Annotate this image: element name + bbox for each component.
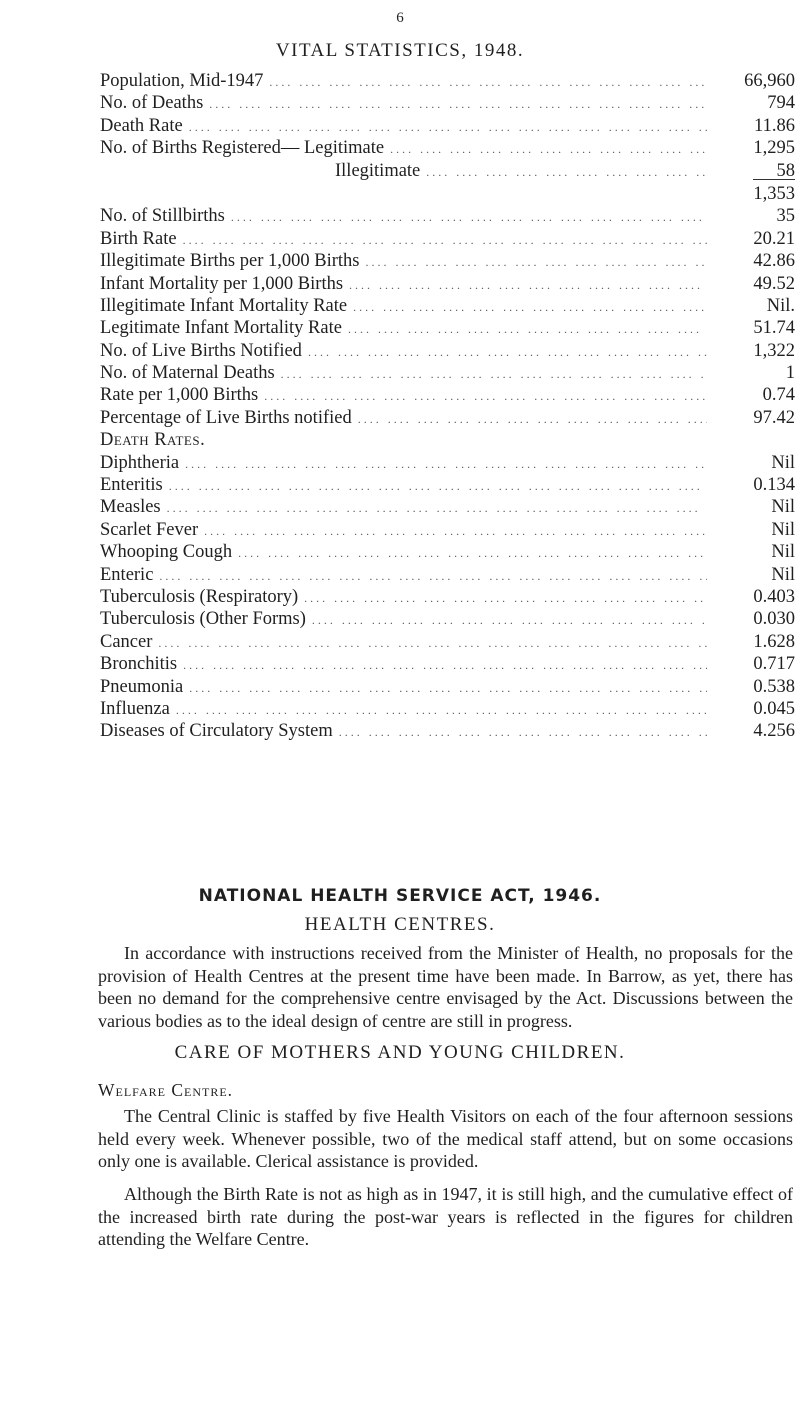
- welfare-paragraph-2: Although the Birth Rate is not as high as in 1947, it is still high, and the cumulative effect of the increased birth rate during the post-war years is reflected in the figures for children attending the Welfare Centre.: [98, 1184, 793, 1249]
- stat-label: Diphtheria: [100, 452, 180, 473]
- stat-value: Nil: [771, 542, 795, 563]
- stat-value: 11.86: [754, 115, 795, 136]
- death-rate-row-measles: [100, 496, 795, 518]
- stat-value: Nil: [771, 519, 795, 540]
- leader-dots: [264, 385, 707, 407]
- leader-dots: [426, 161, 707, 183]
- stat-row-legitimate-infant-mortality: [100, 317, 795, 339]
- stat-label: Tuberculosis (Other Forms): [100, 609, 306, 630]
- stat-row-live-births-notified: [100, 340, 795, 362]
- page-title: VITAL STATISTICS, 1948.: [275, 40, 525, 61]
- stat-label: Illegitimate Infant Mortality Rate: [100, 295, 348, 316]
- stat-label: Rate per 1,000 Births: [100, 385, 259, 406]
- leader-dots: [312, 609, 707, 631]
- death-rate-row-whooping-cough: [100, 541, 795, 563]
- stat-value: 0.030: [753, 609, 795, 630]
- death-rate-row-enteric: [100, 564, 795, 586]
- stat-row-infant-mortality: [100, 273, 795, 295]
- nhs-act-heading: NATIONAL HEALTH SERVICE ACT, 1946.: [198, 886, 602, 906]
- leader-dots: [348, 318, 707, 340]
- stat-label: Percentage of Live Births notified: [100, 407, 352, 428]
- stat-value: 0.74: [762, 385, 795, 406]
- stat-value: Nil: [771, 452, 795, 473]
- leader-dots: [269, 71, 707, 93]
- stat-label: Birth Rate: [100, 228, 177, 249]
- leader-dots: [183, 654, 707, 676]
- stat-value: 66,960: [744, 71, 795, 91]
- stat-label: Enteritis: [100, 475, 163, 496]
- stat-value: Nil.: [766, 295, 795, 316]
- stat-value: 1: [785, 363, 795, 384]
- stat-value: 1,322: [753, 340, 795, 361]
- stat-row-illegitimate-infant-mortality: [100, 295, 795, 317]
- stat-row-births-legitimate: [100, 137, 795, 159]
- death-rate-row-diphtheria: [100, 452, 795, 474]
- death-rate-row-pneumonia: [100, 676, 795, 698]
- death-rate-row-tb-other: [100, 608, 795, 630]
- stat-label: Bronchitis: [100, 654, 178, 675]
- stat-label: Illegitimate Births per 1,000 Births: [100, 251, 360, 272]
- stat-label: Legitimate Infant Mortality Rate: [100, 318, 342, 339]
- welfare-paragraph-1: The Central Clinic is staffed by five Health Visitors on each of the four afternoon sessions held every week. Whenever possible, two of the medical staff attend, but on some occasions only one is available. Clerical assistance is provided.: [98, 1106, 793, 1171]
- care-mothers-heading: CARE OF MOTHERS AND YOUNG CHILDREN.: [174, 1042, 626, 1063]
- death-rates-heading: Death Rates.: [100, 430, 206, 451]
- stat-row-population: [100, 70, 795, 92]
- death-rate-row-cancer: [100, 631, 795, 653]
- leader-dots: [167, 497, 707, 519]
- stat-row-stillbirths: [100, 205, 795, 227]
- death-rate-row-circulatory: [100, 720, 795, 742]
- leader-dots: [183, 229, 707, 251]
- stat-label: Measles: [100, 497, 161, 518]
- stat-label: No. of Maternal Deaths: [100, 363, 275, 384]
- stat-value: 1,353: [753, 183, 795, 204]
- stat-label: Cancer: [100, 631, 153, 652]
- leader-dots: [189, 116, 707, 138]
- death-rate-row-influenza: [100, 698, 795, 720]
- stat-label: Influenza: [100, 698, 170, 719]
- stat-value: 49.52: [753, 273, 795, 294]
- stat-row-maternal-rate: [100, 384, 795, 406]
- stat-value: Nil: [771, 564, 795, 585]
- death-rate-row-enteritis: [100, 474, 795, 496]
- stat-label: Illegitimate: [335, 160, 421, 181]
- leader-dots: [304, 587, 707, 609]
- death-rate-row-scarlet-fever: [100, 519, 795, 541]
- leader-dots: [189, 677, 707, 699]
- stat-label: Population, Mid-1947: [100, 71, 264, 91]
- stat-value: 0.045: [753, 698, 795, 719]
- stat-label: Diseases of Circulatory System: [100, 721, 333, 742]
- stat-label: Enteric: [100, 564, 154, 585]
- stat-value: 794: [767, 93, 795, 114]
- stat-label: Scarlet Fever: [100, 519, 199, 540]
- stat-value: 51.74: [753, 318, 795, 339]
- stat-value: 20.21: [753, 228, 795, 249]
- stat-label: No. of Stillbirths: [100, 206, 225, 227]
- stat-row-deaths: [100, 92, 795, 114]
- stat-row-births-total: [100, 183, 795, 205]
- stat-row-maternal-deaths: [100, 362, 795, 384]
- death-rate-row-bronchitis: [100, 653, 795, 675]
- stat-row-death-rate: [100, 115, 795, 137]
- leader-dots: [353, 296, 707, 318]
- stat-value: 1.628: [753, 631, 795, 652]
- leader-dots: [238, 542, 707, 564]
- stat-value: 42.86: [753, 251, 795, 272]
- leader-dots: [349, 274, 707, 296]
- health-centres-paragraph: In accordance with instructions received from the Minister of Health, no proposals for the provision of Health Centres at the present time have been made. In Barrow, as yet, there has been no demand for the comprehensive centre envisaged by the Act. Discussions between the various bodies as to the ideal design of centre are still in progress.: [98, 943, 793, 1031]
- health-centres-heading: HEALTH CENTRES.: [304, 914, 496, 935]
- stat-row-birth-rate: [100, 228, 795, 250]
- vital-statistics-table: [100, 70, 795, 743]
- stat-value: 35: [776, 206, 795, 227]
- stat-row-births-illegitimate: [100, 160, 795, 182]
- stat-row-illegitimate-births: [100, 250, 795, 272]
- leader-dots: [390, 138, 707, 160]
- stat-value: Nil: [771, 497, 795, 518]
- stat-value: 1,295: [753, 138, 795, 159]
- stat-label: Death Rate: [100, 115, 183, 136]
- leader-dots: [209, 93, 707, 115]
- stat-value: 4.256: [753, 721, 795, 742]
- stat-value: 0.403: [753, 586, 795, 607]
- stat-value: 0.717: [753, 654, 795, 675]
- death-rate-row-tb-respiratory: [100, 586, 795, 608]
- leader-dots: [281, 363, 707, 385]
- leader-dots: [358, 408, 707, 430]
- stat-value: 97.42: [753, 407, 795, 428]
- stat-label: Whooping Cough: [100, 542, 233, 563]
- leader-dots: [185, 453, 707, 475]
- welfare-centre-heading: Welfare Centre.: [98, 1080, 234, 1100]
- leader-dots: [339, 721, 707, 743]
- stat-label: No. of Deaths: [100, 93, 204, 114]
- leader-dots: [308, 341, 707, 363]
- leader-dots: [169, 475, 707, 497]
- leader-dots: [204, 520, 707, 542]
- leader-dots: [176, 699, 707, 721]
- stat-value: 58: [776, 160, 795, 181]
- leader-dots: [159, 565, 707, 587]
- stat-row-percentage-notified: [100, 407, 795, 429]
- stat-value: 0.134: [753, 475, 795, 496]
- stat-label: Infant Mortality per 1,000 Births: [100, 273, 344, 294]
- stat-label: No. of Live Births Notified: [100, 340, 302, 361]
- leader-dots: [231, 206, 707, 228]
- stat-label: No. of Births Registered— Legitimate: [100, 138, 385, 159]
- stat-label: Pneumonia: [100, 676, 184, 697]
- leader-dots: [158, 632, 707, 654]
- stat-value: 0.538: [753, 676, 795, 697]
- leader-dots: [365, 251, 707, 273]
- page-number: 6: [396, 10, 404, 26]
- stat-label: Tuberculosis (Respiratory): [100, 586, 299, 607]
